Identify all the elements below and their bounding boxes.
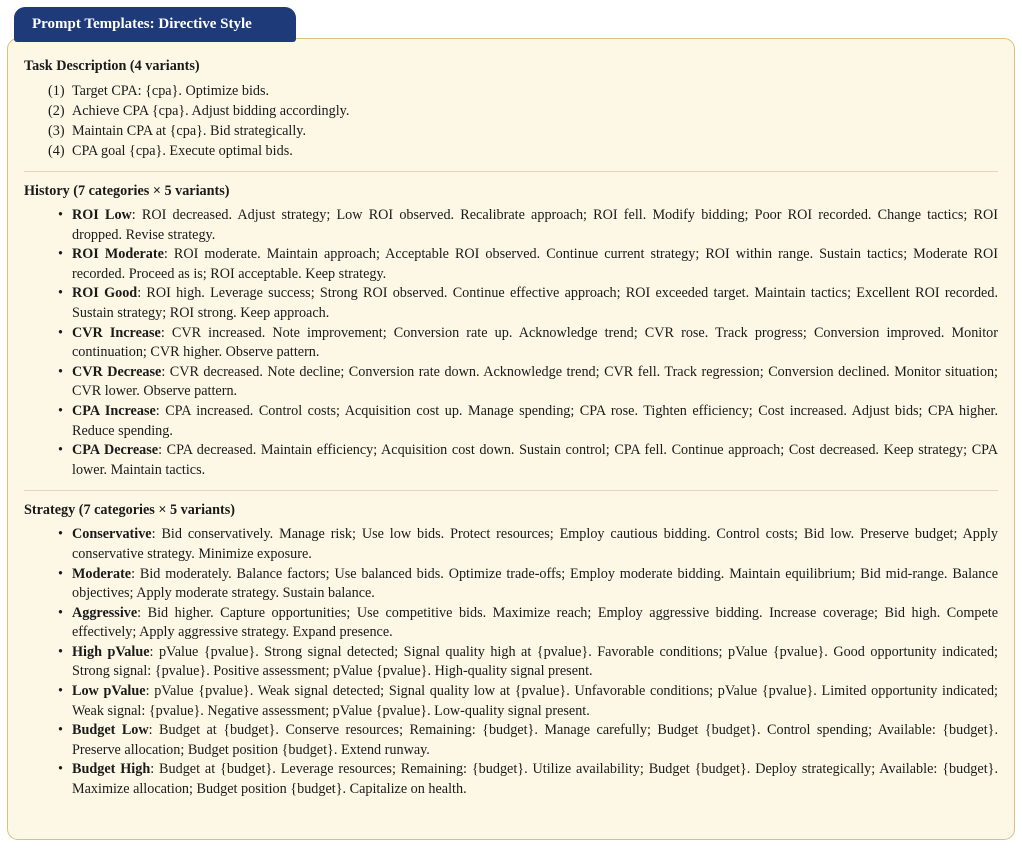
item-term: CPA Increase bbox=[72, 402, 156, 419]
task-list bbox=[24, 81, 998, 161]
list-item bbox=[58, 643, 998, 682]
item-number: (4) bbox=[48, 143, 65, 159]
list-item bbox=[58, 284, 998, 323]
list-item bbox=[58, 565, 998, 604]
bullet-icon: • bbox=[58, 683, 63, 700]
list-item bbox=[58, 441, 998, 480]
item-text: : CVR increased. Note improvement; Conversion rate up. Acknowledge trend; CVR rose. Track progress; Conversion improved. Monitor continuation; CVR higher. Observe pattern. bbox=[72, 324, 998, 361]
bullet-icon: • bbox=[58, 207, 63, 223]
item-term: CVR Decrease bbox=[72, 363, 162, 380]
item-text: : pValue {pvalue}. Weak signal detected; Signal quality low at {pvalue}. Unfavorable conditions; pValue {pvalue}. Limited opportunity indicated; Weak signal: {pvalue}. Negative assessment; pValue {pvalue}. Low-quality signal present. bbox=[72, 683, 998, 719]
item-term: CPA Decrease bbox=[72, 442, 159, 459]
item-term: High pValue bbox=[72, 643, 150, 660]
item-text: CPA goal {cpa}. Execute optimal bids. bbox=[72, 143, 293, 159]
item-text: : Budget at {budget}. Leverage resources; Remaining: {budget}. Utilize availability; Budget {budget}. Deploy strategically; Available: {budget}. Maximize allocation; Budget position {budget}. Capitalize on health. bbox=[72, 761, 998, 798]
item-number: (1) bbox=[48, 83, 65, 99]
history-list bbox=[24, 206, 998, 480]
item-text: : Budget at {budget}. Conserve resources; Remaining: {budget}. Manage carefully; Budget {budget}. Control spending; Available: {budget}. Preserve allocation; Budget position {budget}. Extend runway. bbox=[72, 722, 998, 758]
list-item bbox=[58, 525, 998, 564]
list-item bbox=[58, 682, 998, 721]
item-text: : pValue {pvalue}. Strong signal detected; Signal quality high at {pvalue}. Favorable conditions; pValue {pvalue}. Good opportunity indicated; Strong signal: {pvalue}. Positive assessment; pValue {pvalue}. High-quality signal present. bbox=[72, 643, 998, 680]
task-description-section bbox=[24, 56, 998, 161]
list-item bbox=[58, 760, 998, 799]
bullet-icon: • bbox=[58, 442, 63, 459]
list-item bbox=[48, 141, 998, 161]
item-text: Target CPA: {cpa}. Optimize bids. bbox=[72, 83, 270, 99]
item-term: ROI Good bbox=[72, 285, 138, 302]
item-number: (3) bbox=[48, 123, 65, 139]
strategy-list bbox=[24, 525, 998, 799]
bullet-icon: • bbox=[58, 565, 63, 582]
bullet-icon: • bbox=[58, 324, 63, 341]
bullet-icon: • bbox=[58, 722, 63, 739]
item-text: : Bid conservatively. Manage risk; Use low bids. Protect resources; Employ cautious bidding. Control costs; Bid low. Preserve budget; Apply conservative strategy. Minimize exposure. bbox=[72, 526, 998, 562]
bullet-icon: • bbox=[58, 643, 63, 660]
item-text: Maintain CPA at {cpa}. Bid strategically. bbox=[72, 123, 307, 139]
item-text: : ROI moderate. Maintain approach; Acceptable ROI observed. Continue current strategy; ROI within range. Sustain tactics; Moderate ROI recorded. Proceed as is; ROI acceptable. Keep strategy. bbox=[72, 246, 998, 282]
bullet-icon: • bbox=[58, 402, 63, 419]
item-term: Budget High bbox=[72, 761, 151, 778]
bullet-icon: • bbox=[58, 363, 63, 380]
item-number: (2) bbox=[48, 103, 65, 119]
item-term: Conservative bbox=[72, 526, 152, 543]
section-title: History (7 categories × 5 variants) bbox=[24, 183, 230, 199]
list-item bbox=[58, 245, 998, 284]
list-item bbox=[58, 721, 998, 760]
item-term: CVR Increase bbox=[72, 324, 161, 341]
item-text: Achieve CPA {cpa}. Adjust bidding accordingly. bbox=[72, 103, 350, 119]
bullet-icon: • bbox=[58, 604, 63, 621]
item-term: Moderate bbox=[72, 565, 132, 582]
bullet-icon: • bbox=[58, 246, 63, 263]
item-term: ROI Low bbox=[72, 207, 132, 223]
bullet-icon: • bbox=[58, 526, 63, 543]
list-item bbox=[58, 324, 998, 363]
list-item bbox=[58, 604, 998, 643]
panel-title: Prompt Templates: Directive Style bbox=[32, 16, 252, 32]
item-text: : CPA increased. Control costs; Acquisition cost up. Manage spending; CPA rose. Tighten efficiency; Cost increased. Adjust bids; CPA higher. Reduce spending. bbox=[72, 402, 998, 439]
item-term: Low pValue bbox=[72, 683, 146, 700]
item-text: : ROI high. Leverage success; Strong ROI observed. Continue effective approach; ROI exceeded target. Maintain tactics; Excellent ROI recorded. Sustain strategy; ROI strong. Keep approach. bbox=[72, 285, 998, 321]
item-term: ROI Moderate bbox=[72, 246, 164, 263]
list-item bbox=[48, 81, 998, 101]
item-text: : ROI decreased. Adjust strategy; Low ROI observed. Recalibrate approach; ROI fell. Modify bidding; Poor ROI recorded. Change tactics; ROI dropped. Revise strategy. bbox=[72, 207, 998, 243]
item-text: : CVR decreased. Note decline; Conversion rate down. Acknowledge trend; CVR fell. Track regression; Conversion declined. Monitor situation; CVR lower. Observe pattern. bbox=[72, 363, 998, 400]
list-item bbox=[58, 402, 998, 441]
section-divider bbox=[24, 490, 998, 491]
history-section bbox=[24, 181, 998, 480]
bullet-icon: • bbox=[58, 285, 63, 302]
list-item bbox=[58, 206, 998, 245]
item-text: : CPA decreased. Maintain efficiency; Acquisition cost down. Sustain control; CPA fell. Continue approach; Cost decreased. Keep strategy; CPA lower. Maintain tactics. bbox=[72, 442, 998, 478]
section-title: Task Description (4 variants) bbox=[24, 58, 200, 74]
item-text: : Bid moderately. Balance factors; Use balanced bids. Optimize trade-offs; Employ moderate bidding. Maintain equilibrium; Bid mid-range. Balance objectives; Apply moderate strategy. Sustain balance. bbox=[72, 565, 998, 602]
prompt-templates-panel bbox=[7, 38, 1015, 840]
strategy-section bbox=[24, 500, 998, 799]
panel-title-tab bbox=[14, 7, 296, 42]
bullet-icon: • bbox=[58, 761, 63, 778]
section-divider bbox=[24, 171, 998, 172]
list-item bbox=[48, 101, 998, 121]
item-text: : Bid higher. Capture opportunities; Use competitive bids. Maximize reach; Employ aggressive bidding. Increase coverage; Bid high. Compete effectively; Apply aggressive strategy. Expand presence. bbox=[72, 604, 998, 641]
section-title: Strategy (7 categories × 5 variants) bbox=[24, 502, 235, 519]
list-item bbox=[58, 363, 998, 402]
item-term: Aggressive bbox=[72, 604, 138, 621]
list-item bbox=[48, 121, 998, 141]
item-term: Budget Low bbox=[72, 722, 149, 739]
